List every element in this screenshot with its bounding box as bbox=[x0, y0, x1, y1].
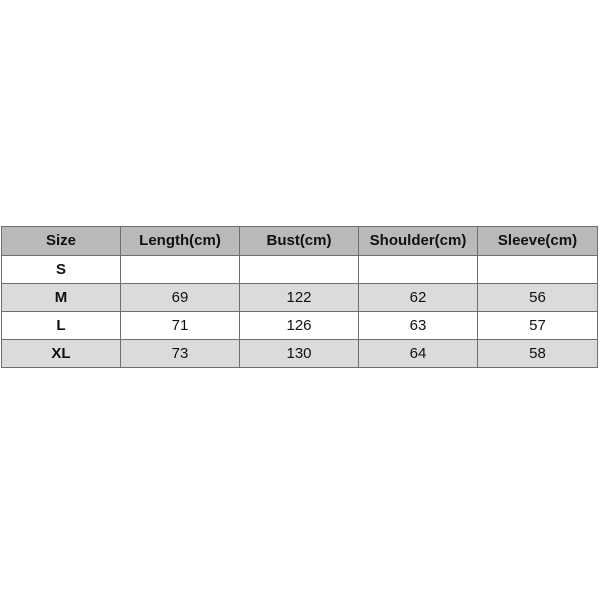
length-cell: 71 bbox=[121, 312, 240, 340]
bust-cell: 122 bbox=[240, 284, 359, 312]
table-row bbox=[2, 284, 598, 312]
size-cell: L bbox=[2, 312, 121, 340]
shoulder-cell: 64 bbox=[359, 340, 478, 368]
table-row bbox=[2, 340, 598, 368]
bust-cell bbox=[240, 256, 359, 284]
length-cell: 73 bbox=[121, 340, 240, 368]
header-length: Length(cm) bbox=[121, 227, 240, 256]
bust-cell: 126 bbox=[240, 312, 359, 340]
sleeve-cell: 56 bbox=[478, 284, 598, 312]
header-sleeve: Sleeve(cm) bbox=[478, 227, 598, 256]
bust-cell: 130 bbox=[240, 340, 359, 368]
table-row bbox=[2, 256, 598, 284]
length-cell: 69 bbox=[121, 284, 240, 312]
length-cell bbox=[121, 256, 240, 284]
shoulder-cell: 63 bbox=[359, 312, 478, 340]
shoulder-cell: 62 bbox=[359, 284, 478, 312]
sleeve-cell: 58 bbox=[478, 340, 598, 368]
shoulder-cell bbox=[359, 256, 478, 284]
table-row bbox=[2, 312, 598, 340]
size-chart-table bbox=[1, 226, 598, 368]
header-size: Size bbox=[2, 227, 121, 256]
sleeve-cell: 57 bbox=[478, 312, 598, 340]
size-cell: S bbox=[2, 256, 121, 284]
size-cell: XL bbox=[2, 340, 121, 368]
sleeve-cell bbox=[478, 256, 598, 284]
header-bust: Bust(cm) bbox=[240, 227, 359, 256]
header-shoulder: Shoulder(cm) bbox=[359, 227, 478, 256]
table-header-row bbox=[2, 227, 598, 256]
size-cell: M bbox=[2, 284, 121, 312]
